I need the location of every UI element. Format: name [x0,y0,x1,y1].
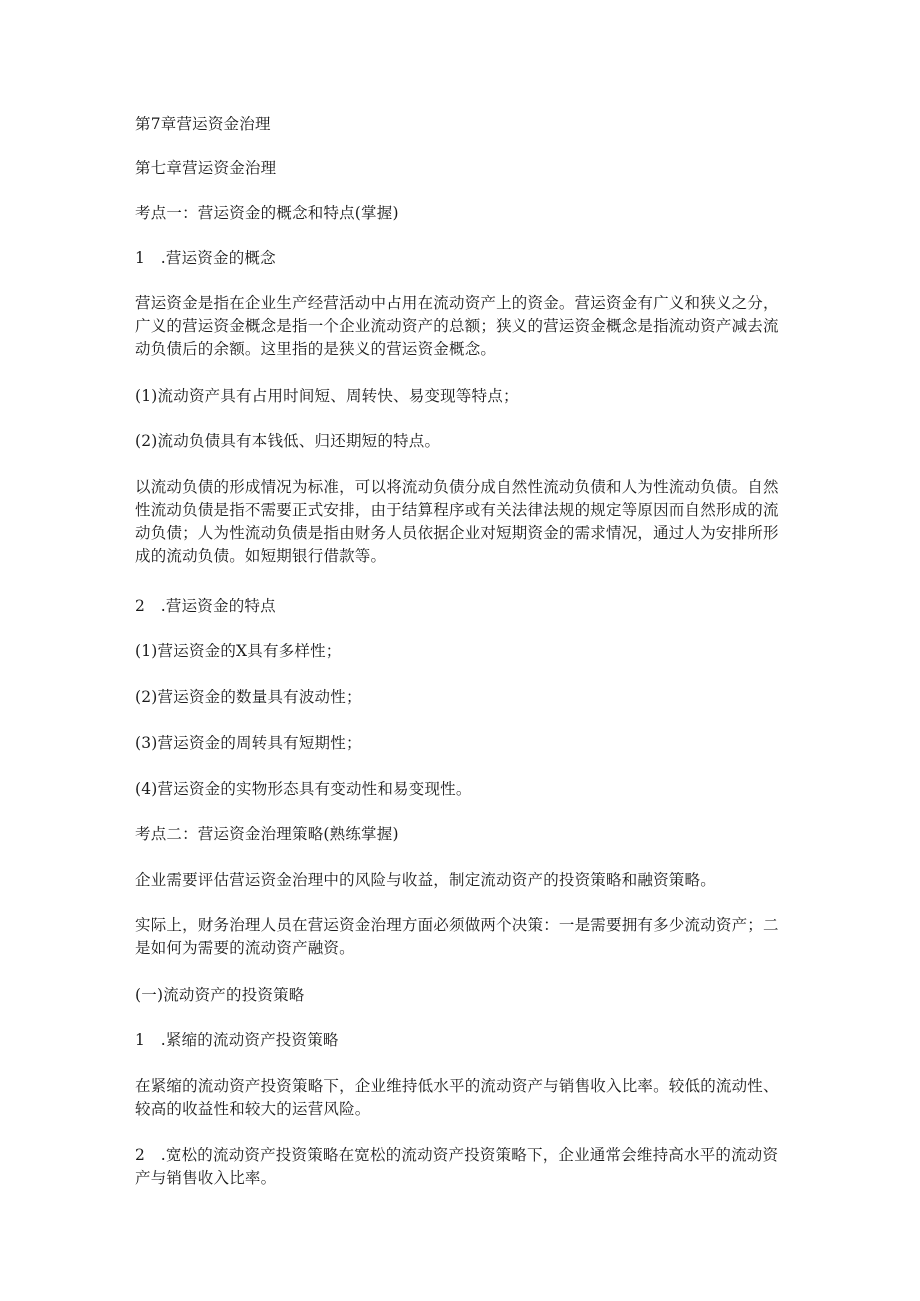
body-paragraph: 企业需要评估营运资金治理中的风险与收益，制定流动资产的投资策略和融资策略。 [135,871,716,889]
list-item: (1)营运资金的X具有多样性； [135,642,342,660]
chapter-title: 第七章营运资金治理 [135,159,277,177]
chapter-heading: 第7章营运资金治理 [135,115,271,133]
list-item: (2)营运资金的数量具有波动性； [135,688,362,706]
section-heading-1: 考点一：营运资金的概念和特点(掌握) [135,204,399,222]
subsection-heading: 1 .紧缩的流动资产投资策略 [135,1031,339,1049]
list-item: (2)流动负债具有本钱低、归还期短的特点。 [135,432,441,450]
list-item: (3)营运资金的周转具有短期性； [135,734,362,752]
list-item: (4)营运资金的实物形态具有变动性和易变现性。 [135,780,472,798]
section-heading-2: 考点二：营运资金治理策略(熟练掌握) [135,825,399,843]
subsection-heading: (一)流动资产的投资策略 [135,986,305,1004]
body-paragraph: 以流动负债的形成情况为标准，可以将流动负债分成自然性流动负债和人为性流动负债。自然性流动负债是指不需要正式安排，由于结算程序或有关法律法规的规定等原因而自然形成的流动负债；人为性流动负债是指由财务人员依据企业对短期资金的需求情况，通过人为安排所形成的流动负债。如短期银行借款等。 [135,478,779,565]
body-paragraph: 营运资金是指在企业生产经营活动中占用在流动资产上的资金。营运资金有广义和狭义之分，广义的营运资金概念是指一个企业流动资产的总额；狭义的营运资金概念是指流动资产减去流动负债后的余额。这里指的是狭义的营运资金概念。 [135,294,779,358]
body-paragraph: 在紧缩的流动资产投资策略下，企业维持低水平的流动资产与销售收入比率。较低的流动性、较高的收益性和较大的运营风险。 [135,1077,779,1118]
subsection-heading: 2 .营运资金的特点 [135,597,276,615]
subsection-heading: 1 .营运资金的概念 [135,249,276,267]
body-paragraph: 2 .宽松的流动资产投资策略在宽松的流动资产投资策略下，企业通常会维持高水平的流动资产与销售收入比率。 [135,1146,779,1187]
list-item: (1)流动资产具有占用时间短、周转快、易变现等特点； [135,387,519,405]
body-paragraph: 实际上，财务治理人员在营运资金治理方面必须做两个决策：一是需要拥有多少流动资产；二是如何为需要的流动资产融资。 [135,916,779,957]
